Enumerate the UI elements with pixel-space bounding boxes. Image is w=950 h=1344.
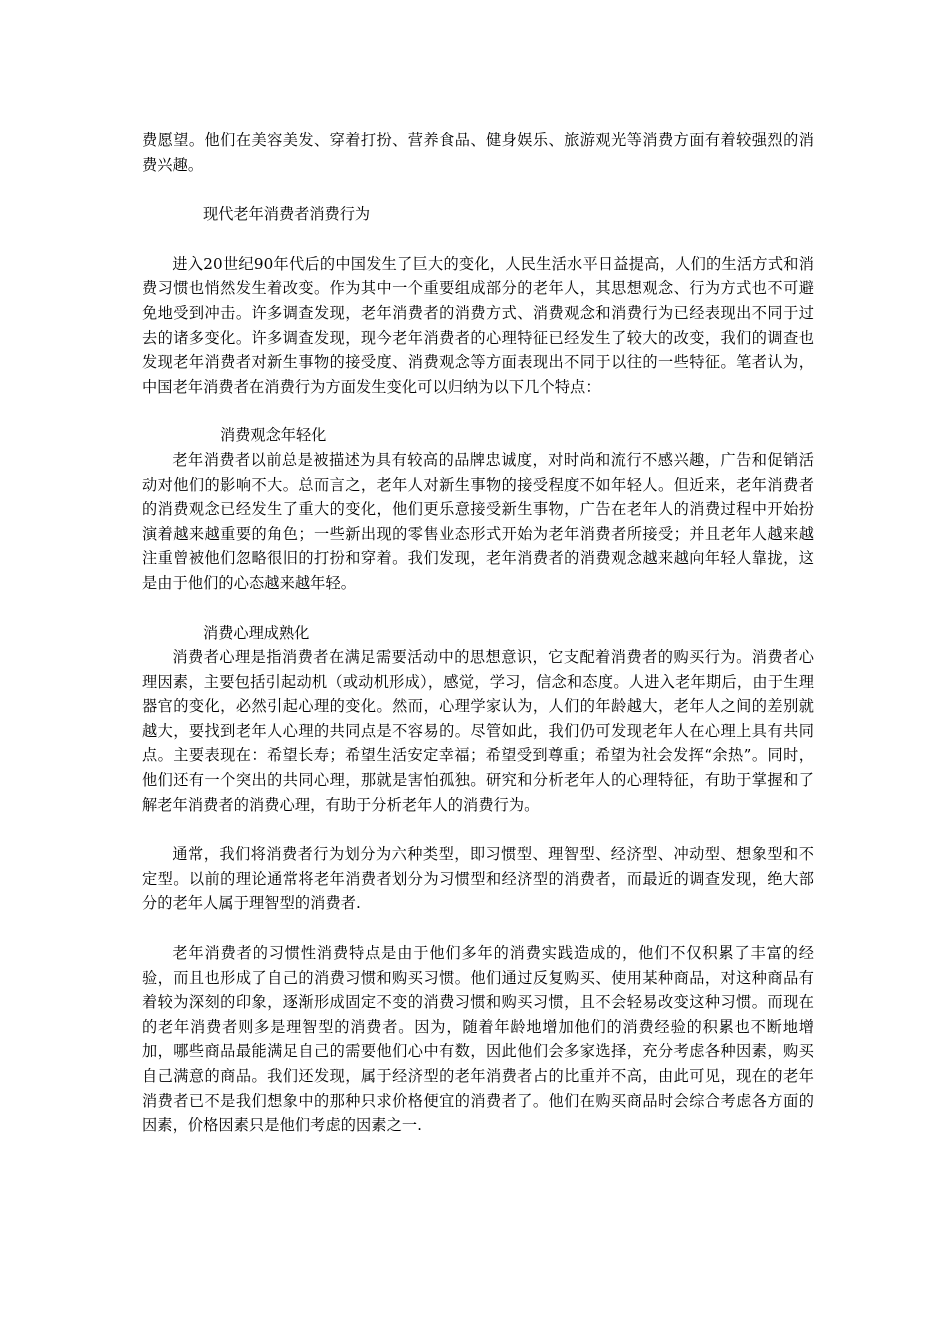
document-page — [142, 128, 814, 1138]
paragraph-habitual-consumption: 老年消费者的习惯性消费特点是由于他们多年的消费实践造成的，他们不仅积累了丰富的经验，而且也形成了自己的消费习惯和购买习惯。他们通过反复购买、使用某种商品，对这种商品有着较为深刻的印象，逐渐形成固定不变的消费习惯和购买习惯，且不会轻易改变这种习惯。而现在的老年消费者则多是理智型的消费者。因为，随着年龄地增加他们的消费经验的积累也不断地增加，哪些商品最能满足自己的需要他们心中有数，因此他们会多家选择，充分考虑各种因素，购买自己满意的商品。我们还发现，属于经济型的老年消费者占的比重并不高，由此可见，现在的老年消费者已不是我们想象中的那种只求价格便宜的消费者了。他们在购买商品时会综合考虑各方面的因素，价格因素只是他们考虑的因素之一. — [142, 944, 814, 1135]
section-heading-mature-psychology: 消费心理成熟化 — [203, 623, 310, 642]
section-heading-modern-elderly-behavior: 现代老年消费者消费行为 — [203, 205, 371, 224]
paragraph-consumer-types: 通常，我们将消费者行为划分为六种类型，即习惯型、理智型、经济型、冲动型、想象型和不定型。以前的理论通常将老年消费者划分为习惯型和经济型的消费者，而最近的调查发现，绝大部分的老年人属于理智型的消费者. — [142, 845, 814, 913]
paragraph-intro-changes: 进入20世纪90年代后的中国发生了巨大的变化，人民生活水平日益提高，人们的生活方式和消费习惯也悄然发生着改变。作为其中一个重要组成部分的老年人，其思想观念、行为方式也不可避免地受到冲击。许多调查发现，老年消费者的消费方式、消费观念和消费行为已经表现出不同于过去的诸多变化。许多调查发现，现今老年消费者的心理特征已经发生了较大的改变，我们的调查也发现老年消费者对新生事物的接受度、消费观念等方面表现出不同于以往的一些特征。笔者认为，中国老年消费者在消费行为方面发生变化可以归纳为以下几个特点： — [142, 254, 814, 396]
paragraph-youthful-concept: 老年消费者以前总是被描述为具有较高的品牌忠诚度，对时尚和流行不感兴趣，广告和促销活动对他们的影响不大。总而言之，老年人对新生事物的接受程度不如年轻人。但近来，老年消费者的消费观念已经发生了重大的变化，他们更乐意接受新生事物，广告在老年人的消费过程中开始扮演着越来越重要的角色；一些新出现的零售业态形式开始为老年消费者所接受；并且老年人越来越注重曾被他们忽略很旧的打扮和穿着。我们发现，老年消费者的消费观念越来越向年轻人靠拢，这是由于他们的心态越来越年轻。 — [142, 450, 814, 592]
section-heading-youthful-concept: 消费观念年轻化 — [220, 426, 327, 445]
paragraph-consumption-desire: 费愿望。他们在美容美发、穿着打扮、营养食品、健身娱乐、旅游观光等消费方面有着较强烈的消费兴趣。 — [142, 131, 814, 174]
paragraph-mature-psychology: 消费者心理是指消费者在满足需要活动中的思想意识，它支配着消费者的购买行为。消费者心理因素，主要包括引起动机（或动机形成），感觉，学习，信念和态度。人进入老年期后，由于生理器官的变化，必然引起心理的变化。然而，心理学家认为，人们的年龄越大，老年人之间的差别就越大，要找到老年人心理的共同点是不容易的。尽管如此，我们仍可发现老年人在心理上具有共同点。主要表现在：希望长寿；希望生活安定幸福；希望受到尊重；希望为社会发挥“余热”。同时，他们还有一个突出的共同心理，那就是害怕孤独。研究和分析老年人的心理特征，有助于掌握和了解老年消费者的消费心理，有助于分析老年人的消费行为。 — [142, 648, 814, 814]
